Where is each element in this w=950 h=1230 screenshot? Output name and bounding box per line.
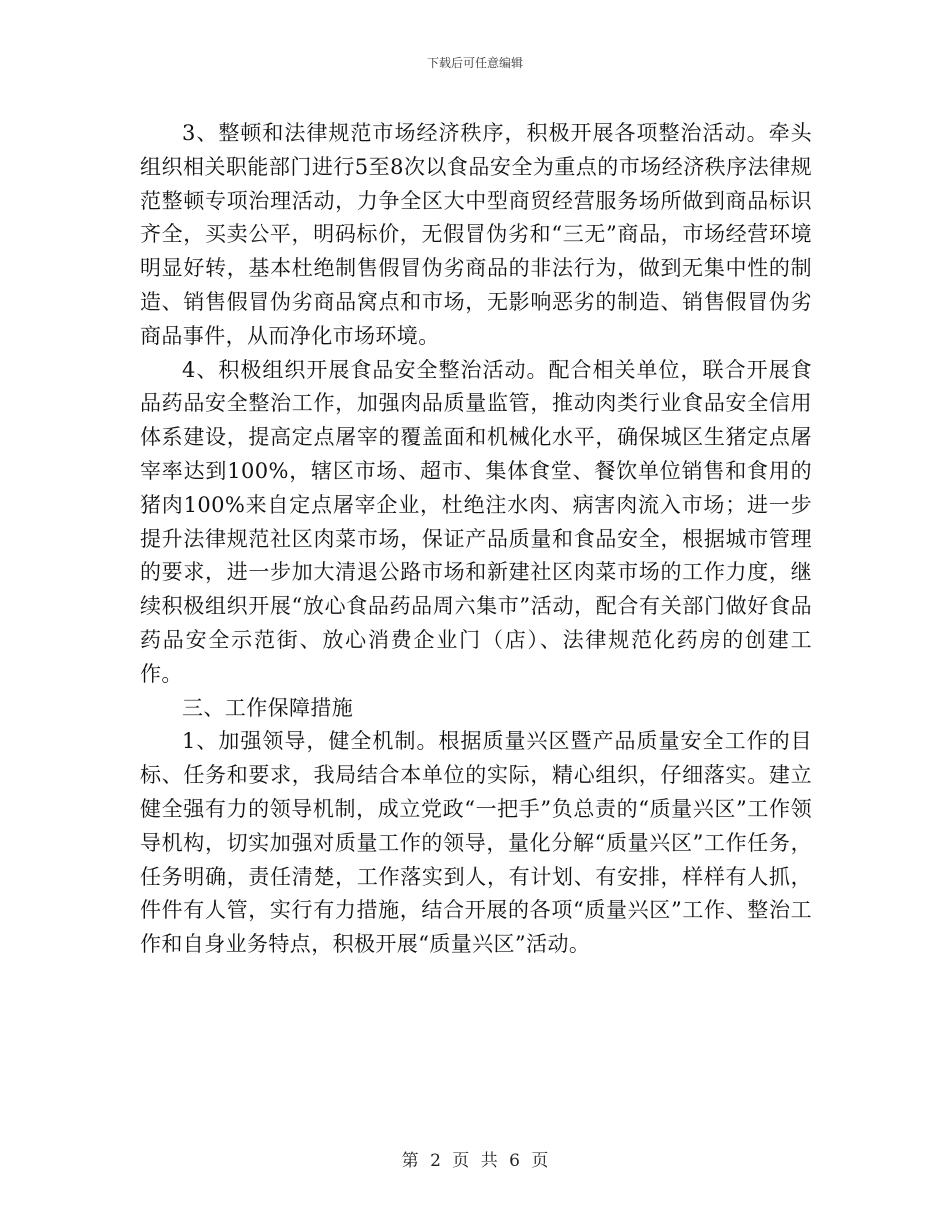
paragraph-measure-1: 1、加强领导，健全机制。根据质量兴区暨产品质量安全工作的目标、任务和要求，我局结合本单位的实际，精心组织，仔细落实。建立健全强有力的领导机制，成立党政“一把手”负总责的“质量兴区”工作领导机构，切实加强对质量工作的领导，量化分解“质量兴区”工作任务，任务明确，责任清楚，工作落实到人，有计划、有安排，样样有人抓，件件有人管，实行有力措施，结合开展的各项“质量兴区”工作、整治工作和自身业务特点，积极开展“质量兴区”活动。 (140, 729, 812, 957)
document-body (140, 117, 812, 962)
paragraph-item-4: 4、积极组织开展食品安全整治活动。配合相关单位，联合开展食品药品安全整治工作，加强肉品质量监管，推动肉类行业食品安全信用体系建设，提高定点屠宰的覆盖面和机械化水平，确保城区生猪定点屠宰率达到100%，辖区市场、超市、集体食堂、餐饮单位销售和食用的猪肉100%来自定点屠宰企业，杜绝注水肉、病害肉流入市场；进一步提升法律规范社区肉菜市场，保证产品质量和食品安全，根据城市管理的要求，进一步加大清退公路市场和新建社区肉菜市场的工作力度，继续积极组织开展“放心食品药品周六集市”活动，配合有关部门做好食品药品安全示范街、放心消费企业门（店）、法律规范化药房的创建工作。 (140, 357, 812, 686)
section-heading: 三、工作保障措施 (182, 695, 354, 720)
page-header: 下载后可任意编辑 (426, 56, 523, 70)
paragraph-item-3: 3、整顿和法律规范市场经济秩序，积极开展各项整治活动。牵头组织相关职能部门进行5至8次以食品安全为重点的市场经济秩序法律规范整顿专项治理活动，力争全区大中型商贸经营服务场所做到商品标识齐全，买卖公平，明码标价，无假冒伪劣和“三无”商品，市场经营环境明显好转，基本杜绝制售假冒伪劣商品的非法行为，做到无集中性的制造、销售假冒伪劣商品窝点和市场，无影响恶劣的制造、销售假冒伪劣商品事件，从而净化市场环境。 (140, 121, 812, 348)
page-number-footer: 第 2 页 共 6 页 (401, 1151, 549, 1171)
